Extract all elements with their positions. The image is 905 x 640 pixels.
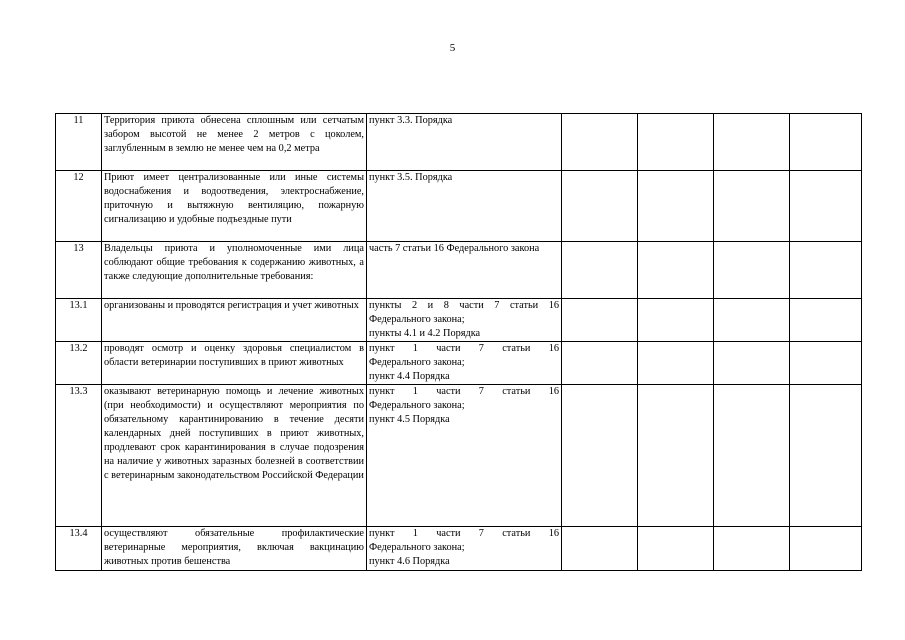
empty-cell (638, 342, 714, 385)
reference-cell (367, 299, 562, 342)
reference-line: пункт 4.4 Порядка (369, 371, 450, 382)
row-number: 11 (56, 114, 102, 171)
empty-cell (638, 114, 714, 171)
row-number: 13 (56, 242, 102, 299)
empty-cell (790, 242, 862, 299)
reference-line: Федерального закона; (369, 357, 465, 368)
empty-cell (638, 527, 714, 571)
empty-cell (790, 342, 862, 385)
empty-cell (790, 527, 862, 571)
empty-cell (714, 299, 790, 342)
row-number: 13.3 (56, 385, 102, 527)
reference-cell (367, 114, 562, 171)
reference-line: пункт 1 части 7 статьи 16 (369, 343, 559, 354)
reference-cell (367, 342, 562, 385)
requirement-text: осуществляют обязательные профилактические ветеринарные мероприятия, включая вакцинацию животных против бешенства (102, 527, 367, 571)
empty-cell (714, 342, 790, 385)
table-row (56, 342, 862, 385)
empty-cell (714, 527, 790, 571)
empty-cell (790, 385, 862, 527)
row-number: 12 (56, 171, 102, 242)
reference-line: пункт 4.5 Порядка (369, 414, 450, 425)
empty-cell (790, 114, 862, 171)
reference-line: пункт 1 части 7 статьи 16 (369, 528, 559, 539)
requirement-text: оказывают ветеринарную помощь и лечение животных (при необходимости) и осуществляют мероприятия по обязательному карантинированию в течение десяти календарных дней поступивших в приют животных, продлевают срок карантинирования в случае подозрения на наличие у животных заразных болезней в соответствии с ветеринарным законодательством Российской Федерации (102, 385, 367, 527)
reference-line: часть 7 статьи 16 Федерального закона (369, 243, 540, 254)
reference-line: пункты 2 и 8 части 7 статьи 16 (369, 300, 559, 311)
table-row (56, 527, 862, 571)
requirement-text: проводят осмотр и оценку здоровья специалистом в области ветеринарии поступивших в приют животных (102, 342, 367, 385)
empty-cell (714, 242, 790, 299)
empty-cell (714, 171, 790, 242)
reference-line: пункт 3.5. Порядка (369, 172, 453, 183)
table-row (56, 385, 862, 527)
empty-cell (638, 242, 714, 299)
reference-line: Федерального закона; (369, 314, 465, 325)
empty-cell (562, 242, 638, 299)
reference-cell (367, 171, 562, 242)
reference-line: пункт 1 части 7 статьи 16 (369, 386, 559, 397)
table-row (56, 242, 862, 299)
reference-cell (367, 242, 562, 299)
requirement-text: организованы и проводятся регистрация и учет животных (102, 299, 367, 342)
reference-line: Федерального закона; (369, 542, 465, 553)
empty-cell (714, 114, 790, 171)
empty-cell (562, 385, 638, 527)
table-row (56, 171, 862, 242)
requirements-table (55, 113, 862, 571)
reference-cell (367, 385, 562, 527)
table-row (56, 114, 862, 171)
empty-cell (562, 299, 638, 342)
page-number: 5 (449, 42, 456, 54)
row-number: 13.4 (56, 527, 102, 571)
empty-cell (790, 299, 862, 342)
reference-cell (367, 527, 562, 571)
table-row (56, 299, 862, 342)
empty-cell (638, 385, 714, 527)
row-number: 13.1 (56, 299, 102, 342)
empty-cell (562, 527, 638, 571)
reference-line: пункт 4.6 Порядка (369, 556, 450, 567)
empty-cell (790, 171, 862, 242)
reference-line: пункты 4.1 и 4.2 Порядка (369, 328, 481, 339)
empty-cell (562, 114, 638, 171)
row-number: 13.2 (56, 342, 102, 385)
requirement-text: Приют имеет централизованные или иные системы водоснабжения и водоотведения, электроснабжение, приточную и вытяжную вентиляцию, пожарную сигнализацию и удобные подъездные пути (102, 171, 367, 242)
empty-cell (562, 171, 638, 242)
empty-cell (638, 171, 714, 242)
requirement-text: Владельцы приюта и уполномоченные ими лица соблюдают общие требования к содержанию животных, а также следующие дополнительные требования: (102, 242, 367, 299)
empty-cell (638, 299, 714, 342)
reference-line: пункт 3.3. Порядка (369, 115, 453, 126)
empty-cell (562, 342, 638, 385)
empty-cell (714, 385, 790, 527)
requirement-text: Территория приюта обнесена сплошным или сетчатым забором высотой не менее 2 метров с цоколем, заглубленным в землю не менее чем на 0,2 метра (102, 114, 367, 171)
reference-line: Федерального закона; (369, 400, 465, 411)
